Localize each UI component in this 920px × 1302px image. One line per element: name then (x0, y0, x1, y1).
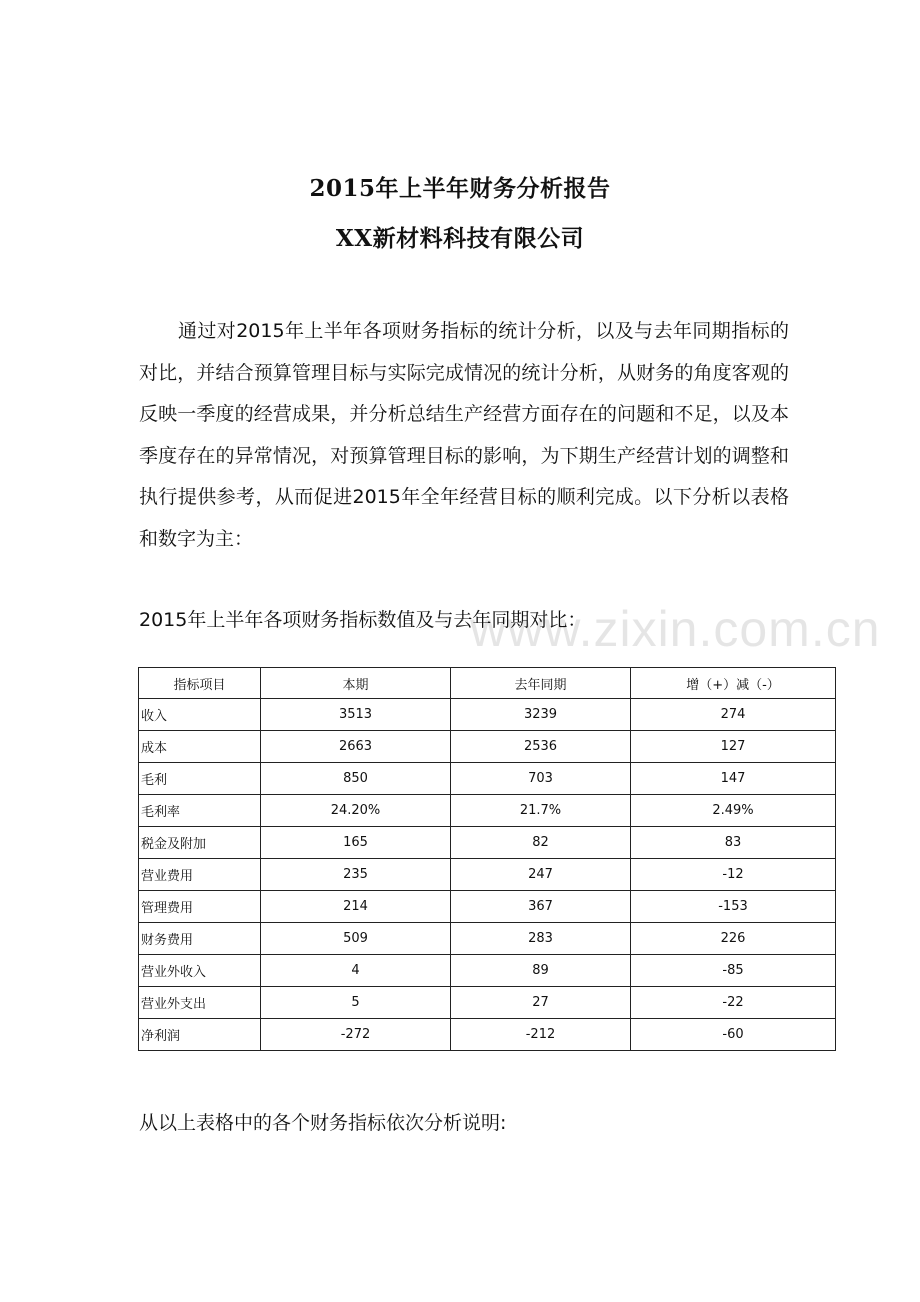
cell-indicator: 毛利率 (139, 795, 261, 827)
cell-current: 4 (261, 955, 451, 987)
intro-paragraph: 通过对2015年上半年各项财务指标的统计分析，以及与去年同期指标的对比，并结合预算管理目标与实际完成情况的统计分析，从财务的角度客观的反映一季度的经营成果，并分析总结生产经营方面存在的问题和不足，以及本季度存在的异常情况，对预算管理目标的影响，为下期生产经营计划的调整和执行提供参考，从而促进2015年全年经营目标的顺利完成。以下分析以表格和数字为主： (139, 320, 789, 550)
table-row (139, 891, 836, 923)
table-header-row (139, 668, 836, 699)
cell-last-year: 703 (451, 763, 631, 795)
cell-current: 214 (261, 891, 451, 923)
cell-last-year: 82 (451, 827, 631, 859)
cell-last-year: 21.7% (451, 795, 631, 827)
cell-indicator: 成本 (139, 731, 261, 763)
cell-change: -12 (631, 859, 836, 891)
header-indicator: 指标项目 (139, 668, 261, 699)
cell-last-year: 89 (451, 955, 631, 987)
cell-current: -272 (261, 1019, 451, 1051)
cell-last-year: 367 (451, 891, 631, 923)
cell-indicator: 税金及附加 (139, 827, 261, 859)
report-title: 2015年上半年财务分析报告 (309, 175, 611, 202)
header-current: 本期 (261, 668, 451, 699)
watermark: www.zixin.com.cn (470, 601, 881, 657)
cell-indicator: 营业外收入 (139, 955, 261, 987)
cell-change: 83 (631, 827, 836, 859)
table-row (139, 827, 836, 859)
table-heading: 2015年上半年各项财务指标数值及与去年同期对比： (139, 609, 587, 631)
cell-last-year: 3239 (451, 699, 631, 731)
cell-current: 3513 (261, 699, 451, 731)
cell-current: 509 (261, 923, 451, 955)
cell-last-year: 2536 (451, 731, 631, 763)
header-last-year: 去年同期 (451, 668, 631, 699)
cell-change: 274 (631, 699, 836, 731)
cell-last-year: -212 (451, 1019, 631, 1051)
table-row (139, 1019, 836, 1051)
table-row (139, 987, 836, 1019)
cell-indicator: 营业外支出 (139, 987, 261, 1019)
table-row (139, 763, 836, 795)
cell-indicator: 毛利 (139, 763, 261, 795)
cell-change: 2.49% (631, 795, 836, 827)
financial-comparison-table (138, 667, 836, 1051)
table-row (139, 923, 836, 955)
cell-indicator: 净利润 (139, 1019, 261, 1051)
cell-change: 127 (631, 731, 836, 763)
cell-current: 5 (261, 987, 451, 1019)
cell-indicator: 管理费用 (139, 891, 261, 923)
table-row (139, 795, 836, 827)
cell-current: 235 (261, 859, 451, 891)
cell-change: -60 (631, 1019, 836, 1051)
table-row (139, 731, 836, 763)
cell-last-year: 283 (451, 923, 631, 955)
cell-indicator: 营业费用 (139, 859, 261, 891)
table-row (139, 699, 836, 731)
cell-current: 165 (261, 827, 451, 859)
table-row (139, 859, 836, 891)
closing-text: 从以上表格中的各个财务指标依次分析说明: (139, 1112, 507, 1134)
header-change: 增（+）减（-） (631, 668, 836, 699)
cell-indicator: 财务费用 (139, 923, 261, 955)
cell-change: -22 (631, 987, 836, 1019)
cell-indicator: 收入 (139, 699, 261, 731)
table-row (139, 955, 836, 987)
company-name: XX新材料科技有限公司 (335, 225, 585, 252)
cell-last-year: 27 (451, 987, 631, 1019)
cell-current: 24.20% (261, 795, 451, 827)
cell-change: -85 (631, 955, 836, 987)
cell-change: 147 (631, 763, 836, 795)
cell-change: -153 (631, 891, 836, 923)
cell-current: 850 (261, 763, 451, 795)
cell-current: 2663 (261, 731, 451, 763)
cell-last-year: 247 (451, 859, 631, 891)
cell-change: 226 (631, 923, 836, 955)
